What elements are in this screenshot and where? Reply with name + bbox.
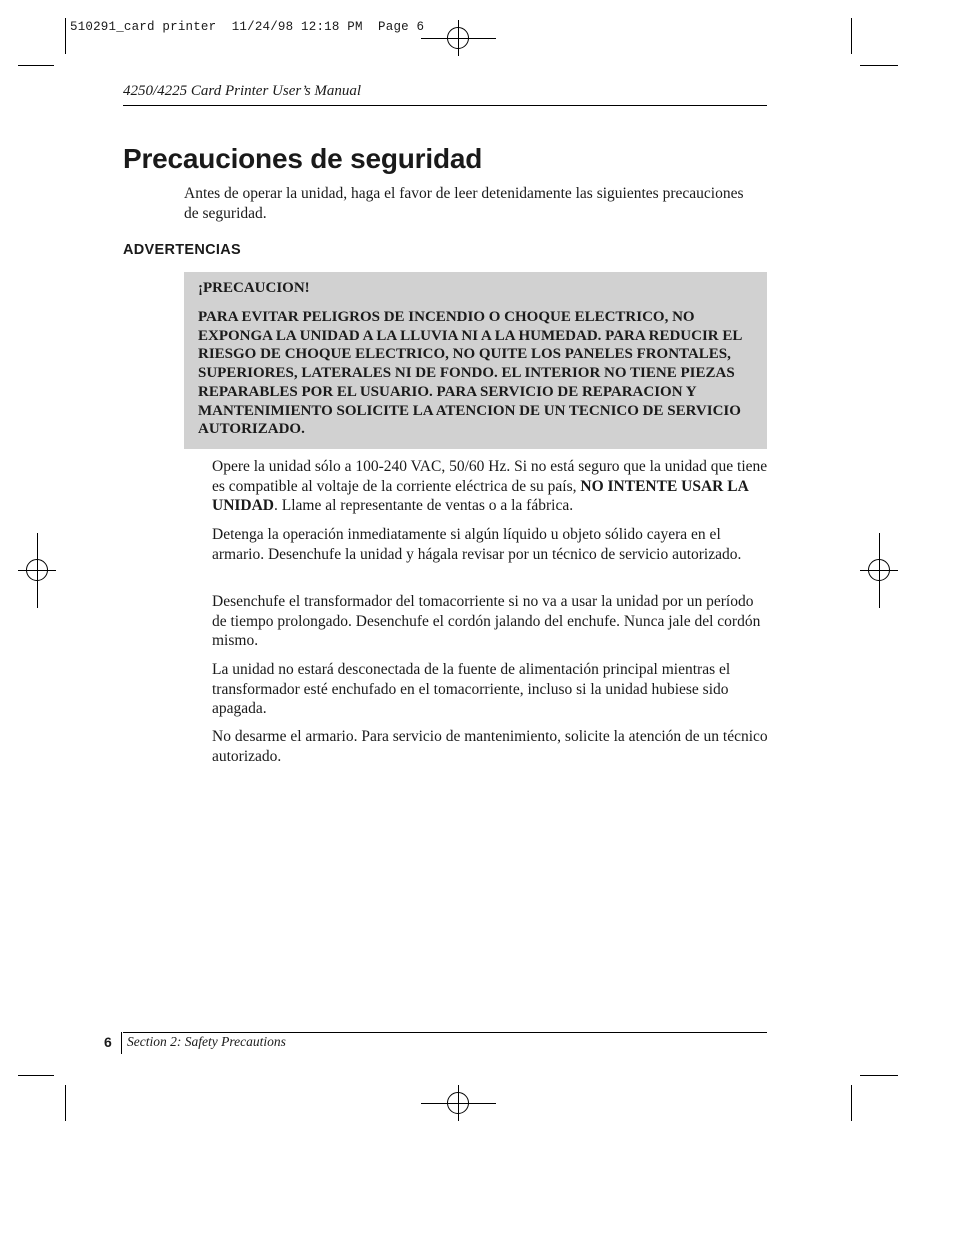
footer-rule (123, 1032, 767, 1033)
running-header: 4250/4225 Card Printer User’s Manual (123, 83, 362, 99)
section-subhead: ADVERTENCIAS (123, 242, 241, 258)
caution-title: ¡PRECAUCION! (198, 280, 310, 296)
print-slug: 510291_card printer 11/24/98 12:18 PM Page 6 (70, 20, 425, 34)
crop-mark (18, 1075, 54, 1076)
footer-section-label: Section 2: Safety Precautions (127, 1034, 286, 1049)
caution-body: PARA EVITAR PELIGROS DE INCENDIO O CHOQUE ELECTRICO, NO EXPONGA LA UNIDAD A LA LLUVIA NI A LA HUMEDAD. PARA REDUCIR EL RIESGO DE CHOQUE ELECTRICO, NO QUITE LOS PANELES FRONTALES, SUPERIORES, LATERALES NI DE FONDO. EL INTERIOR NO TIENE PIEZAS REPARABLES POR EL USUARIO. PARA SERVICIO DE REPARACION Y MANTENIMIENTO SOLICITE LA ATENCION DE UN TECNICO DE SERVICIO AUTORIZADO. (198, 309, 742, 438)
crop-mark (860, 1075, 898, 1076)
footer-divider (121, 1032, 122, 1054)
crop-mark (18, 65, 54, 66)
crop-mark (860, 65, 898, 66)
paragraph-liquid: Detenga la operación inmediatamente si algún líquido u objeto sólido cayera en el armario. Desenchufe la unidad y hágala revisar por un técnico de servicio autorizado. (212, 526, 742, 563)
paragraph-text: Opere la unidad sólo a 100-240 VAC, 50/60 Hz. Si no está seguro que la unidad que tiene es compatible al voltaje de la corriente eléctrica de su país, (212, 458, 768, 495)
paragraph-voltage (212, 457, 768, 516)
paragraph-disassemble: No desarme el armario. Para servicio de mantenimiento, solicite la atención de un técnico autorizado. (212, 728, 768, 765)
crop-mark (851, 18, 852, 54)
intro-paragraph: Antes de operar la unidad, haga el favor de leer detenidamente las siguientes precauciones de seguridad. (184, 185, 744, 222)
paragraph-unplug: Desenchufe el transformador del tomacorriente si no va a usar la unidad por un período de tiempo prolongado. Desenchufe el cordón jalando del enchufe. Nunca jale del cordón mismo. (212, 593, 761, 649)
crop-mark (851, 1085, 852, 1121)
caution-box (184, 272, 767, 449)
paragraph-text: . Llame al representante de ventas o a la fábrica. (274, 497, 574, 514)
warning-emphasis: NO INTENTE USAR LA UNIDAD (212, 477, 748, 514)
crop-mark (65, 18, 66, 54)
header-rule (123, 105, 767, 106)
paragraph-power-source: La unidad no estará desconectada de la fuente de alimentación principal mientras el transformador esté enchufado en el tomacorriente, incluso si la unidad hubiese sido apagada. (212, 661, 731, 717)
page-title: Precauciones de seguridad (123, 143, 483, 174)
page-number: 6 (104, 1034, 112, 1050)
crop-mark (65, 1085, 66, 1121)
